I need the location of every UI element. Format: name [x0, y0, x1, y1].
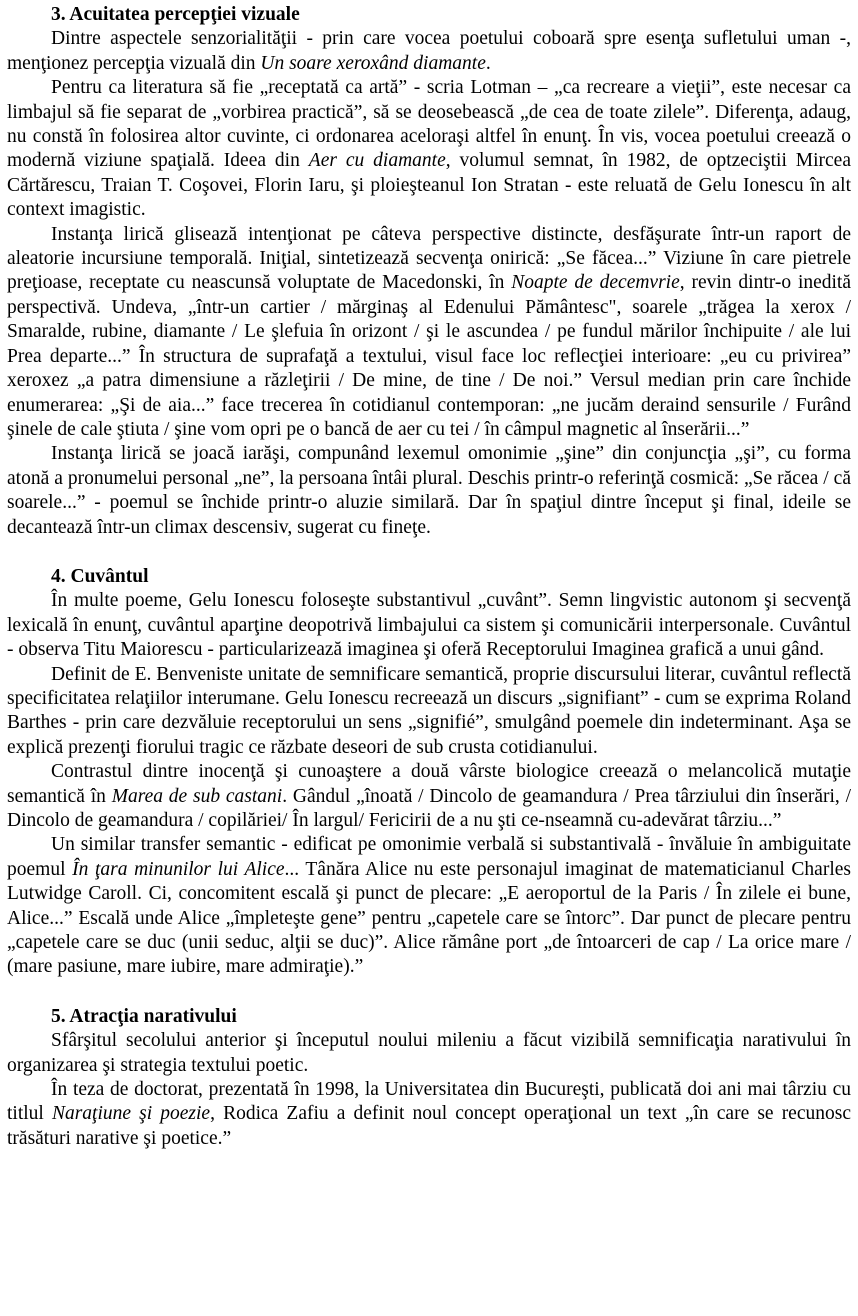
text-run: . Gândul „înoată / Dincolo de geamandura / Prea târziului din înserări, / Dincolo de geamandura / copilăriei/ În largul/ Fericirii de a nu şti ce-nseamnă cu-adevărat târziu...”: [7, 785, 852, 831]
section-heading: 5. Atracţia narativului: [51, 1005, 237, 1027]
text-run: Un similar transfer semantic - edificat pe omonimie verbală si substantivală - învăluie în ambiguitate poemul: [7, 834, 851, 880]
section-atractia: [7, 1005, 851, 1151]
paragraph: [7, 76, 851, 222]
text-run: Sfârşitul secolului anterior şi începutul noului mileniu a făcut vizibilă semnificaţia narativului în organizarea şi strategia textului poetic.: [7, 1030, 851, 1076]
paragraph: [7, 1029, 851, 1078]
section-gap: [7, 980, 851, 1002]
paragraph: [7, 1078, 851, 1151]
text-run: ... Tânăra Alice nu este personajul imaginat de matematicianul Charles Lutwidge Caroll. Ci, concomitent escală şi punct de plecare: „E aeroportul de la Paris / În zilele ei bune, Alice...” Escală unde Alice „împleteşte gene” pentru „capetele care se întorc”. Dar punct de plecare pentru „capetele care se duc (unii seduc, alţii se duc)”. Alice rămâne port „de întoarceri de cap / La orice mare / (mare pasiune, mare iubire, mare admiraţie).”: [7, 858, 851, 978]
text-run: Instanţa lirică glisează intenţionat pe câteva perspective distincte, desfăşurate într-un raport de aleatorie incursiune temporală. Iniţial, sintetizează secvenţa onirică: „Se făcea...” Viziune în care pietrele preţioase, receptate cu neascunsă voluptate de Macedonski, în: [7, 223, 851, 294]
italic-title: Noapte de decemvrie: [511, 272, 680, 294]
text-run: În multe poeme, Gelu Ionescu foloseşte substantivul „cuvânt”. Semn lingvistic autonom şi secvenţă lexicală în enunţ, cuvântul aparţine deopotrivă limbajului ca sistem şi comunicării interpersonale. Cuvântul - observa Titu Maiorescu - particularizează imaginea şi oferă Receptorului Imaginea grafică a unui gând.: [7, 590, 851, 661]
paragraph: [7, 27, 851, 76]
document-page: [7, 0, 851, 1151]
paragraph: [7, 223, 851, 443]
italic-title: Un soare xeroxând diamante: [260, 52, 486, 74]
italic-title: Aer cu diamante: [308, 150, 446, 172]
text-run: , Rodica Zafiu a definit noul concept operaţional un text „în care se recunosc trăsături narative şi poetice.”: [7, 1103, 851, 1149]
section-acuitatea: [7, 3, 851, 540]
italic-title: Marea de sub castani: [111, 785, 283, 807]
text-run: Instanţa lirică se joacă iarăşi, compunând lexemul omonimie „şine” din conjuncţia „şi”, cu forma atonă a pronumelui personal „ne”, la persoana întâi plural. Deschis printr-o referinţă cosmică: „Se răcea / că soarele...” - poemul se închide printr-o aluzie similară. Dar în spaţiul dintre început şi final, ideile se decantează într-un climax descensiv, sugerat cu fineţe.: [7, 443, 851, 538]
italic-title: Naraţiune şi poezie: [51, 1103, 211, 1125]
italic-title: În ţara minunilor lui Alice: [72, 858, 285, 880]
paragraph: [7, 833, 851, 979]
paragraph: [7, 442, 851, 540]
text-run: În teza de doctorat, prezentată în 1998, la Universitatea din Bucureşti, publicată doi ani mai târziu cu titlul: [7, 1079, 851, 1125]
text-run: Dintre aspectele senzorialităţii - prin care vocea poetului coboară spre esenţa sufletului uman -, menţionez percepţia vizuală din: [7, 28, 851, 74]
section-heading: 3. Acuitatea percepţiei vizuale: [51, 4, 300, 25]
text-run: , revin dintr-o inedită perspectivă. Undeva, „într-un cartier / mărginaş al Edenului Pământesc", soarele „trăgea la xerox / Smaralde, rubine, diamante / Le şlefuia în orizont / şi le ascundea / pe fundul mărilor închipuite / ale lui Prea departe...” În structura de suprafaţă a textului, visul face loc reflecţiei interioare: „eu cu privirea” xeroxez „a patra dimensiune a răzleţirii / De mine, de tine / De noi.” Versul median prin care închide enumerarea: „Şi de aia...” face trecerea în cotidianul contemporan: „ne jucăm deraind sensurile / Furând şinele de cale ştiuta / şine vom opri pe o bancă de aer cu tei / în câmpul magnetic al înserării...”: [7, 272, 852, 440]
text-run: , volumul semnat, în 1982, de optzeciştii Mircea Cărtărescu, Traian T. Coşovei, Florin Iaru, şi ploieşteanul Ion Stratan - este reluată de Gelu Ionescu în alt context imagistic.: [7, 150, 851, 221]
section-cuvantul: [7, 565, 851, 980]
paragraph: [7, 663, 851, 761]
section-heading: 4. Cuvântul: [51, 565, 149, 587]
text-run: Definit de E. Benveniste unitate de semnificare semantică, proprie discursului literar, cuvântul reflectă specificitatea relaţiilor interumane. Gelu Ionescu recreează un discurs „signifiant” - cum se exprima Roland Barthes - prin care dezvăluie receptorului un sens „signifié”, smulgând poemele din indeterminant. Aşa se explică prezenţi fiorului tragic ce răzbate deseori de sub crusta cotidianului.: [7, 663, 851, 758]
text-run: .: [485, 52, 491, 74]
paragraph: [7, 760, 851, 833]
paragraph: [7, 589, 851, 662]
text-run: Pentru ca literatura să fie „receptată ca artă” - scria Lotman – „ca recreare a vieţii”, este necesar ca limbajul să fie separat de „vorbirea practică”, să se deosebească „de cea de toate zilele”. Diferenţa, adaug, nu constă în folosirea altor cuvinte, ci ordonarea aceloraşi altfel în enunţ. În vis, vocea poetului creează o modernă viziune spaţială. Ideea din: [7, 77, 851, 172]
section-gap: [7, 540, 851, 562]
text-run: Contrastul dintre inocenţă şi cunoaştere a două vârste biologice creează o melancolică mutaţie semantică în: [7, 761, 851, 807]
